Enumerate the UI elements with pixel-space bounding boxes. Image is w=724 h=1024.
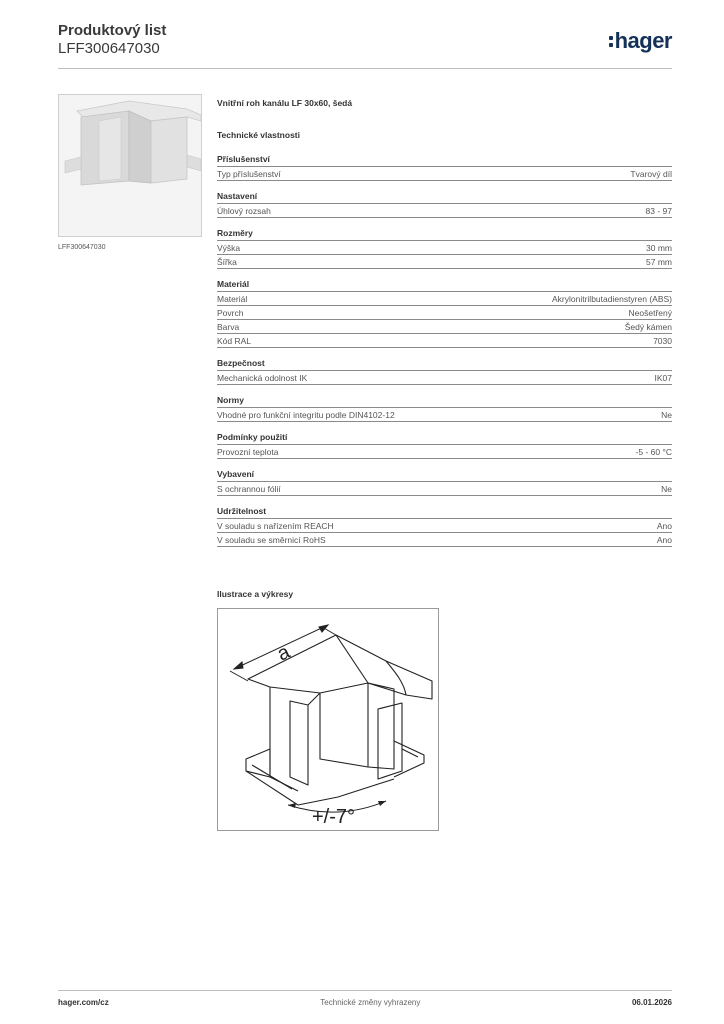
- spec-group-title: Udržitelnost: [217, 506, 672, 519]
- product-code: LFF300647030: [58, 40, 160, 57]
- footer-website-link[interactable]: hager.com/cz: [58, 998, 109, 1007]
- spec-label: Úhlový rozsah: [217, 206, 271, 216]
- product-specifications: [217, 98, 672, 547]
- spec-value: -5 - 60 °C: [635, 447, 672, 457]
- spec-value: Šedý kámen: [624, 322, 672, 332]
- spec-group-title: Příslušenství: [217, 154, 672, 167]
- spec-value: Neošetřený: [628, 308, 672, 318]
- page-footer: [58, 998, 672, 1007]
- spec-group: [217, 191, 672, 218]
- spec-row: [217, 320, 672, 334]
- spec-value: 30 mm: [646, 243, 672, 253]
- spec-group: [217, 469, 672, 496]
- spec-label: S ochrannou fólií: [217, 484, 281, 494]
- logo-text: hager: [614, 28, 672, 53]
- spec-value: 83 - 97: [645, 206, 672, 216]
- spec-group: [217, 279, 672, 348]
- spec-value: Ne: [661, 484, 672, 494]
- illustrations-heading: Ilustrace a výkresy: [217, 589, 294, 599]
- technical-drawing: [217, 608, 439, 831]
- spec-label: Typ příslušenství: [217, 169, 281, 179]
- spec-row: [217, 204, 672, 218]
- corner-product-image: [59, 95, 202, 237]
- product-thumbnail: [58, 94, 202, 237]
- spec-group: [217, 506, 672, 547]
- logo-dots-icon: [609, 36, 613, 47]
- spec-label: Barva: [217, 322, 240, 332]
- spec-group-title: Materiál: [217, 279, 672, 292]
- spec-group-title: Vybavení: [217, 469, 672, 482]
- spec-row: [217, 371, 672, 385]
- product-name: Vnitřní roh kanálu LF 30x60, šedá: [217, 98, 353, 108]
- spec-group-title: Bezpečnost: [217, 358, 672, 371]
- thumbnail-caption: LFF300647030: [58, 244, 106, 251]
- footer-note: Technické změny vyhrazeny: [320, 998, 421, 1007]
- spec-group-title: Nastavení: [217, 191, 672, 204]
- spec-label: Kód RAL: [217, 336, 252, 346]
- spec-groups: [217, 154, 672, 547]
- spec-row: [217, 445, 672, 459]
- spec-value: Ano: [656, 535, 672, 545]
- spec-value: IK07: [654, 373, 672, 383]
- spec-label: Šířka: [217, 257, 237, 267]
- spec-group: [217, 358, 672, 385]
- spec-value: Ne: [661, 410, 672, 420]
- spec-row: [217, 533, 672, 547]
- footer-date: 06.01.2026: [631, 998, 672, 1007]
- header-divider: [58, 68, 672, 69]
- spec-group: [217, 432, 672, 459]
- spec-value: Akrylonitrilbutadienstyren (ABS): [552, 294, 672, 304]
- spec-group-title: Normy: [217, 395, 672, 408]
- hager-logo: [609, 28, 672, 54]
- spec-label: Materiál: [217, 294, 248, 304]
- spec-label: V souladu se směrnicí RoHS: [217, 535, 326, 545]
- spec-value: Ano: [656, 521, 672, 531]
- spec-row: [217, 241, 672, 255]
- spec-label: Mechanická odolnost IK: [217, 373, 308, 383]
- spec-label: V souladu s nařízením REACH: [217, 521, 334, 531]
- spec-row: [217, 167, 672, 181]
- spec-group-title: Podmínky použití: [217, 432, 672, 445]
- spec-group: [217, 395, 672, 422]
- spec-label: Vhodné pro funkční integritu podle DIN4102-12: [217, 410, 395, 420]
- dimension-label: a: [273, 640, 294, 666]
- page-header: [58, 22, 672, 68]
- spec-row: [217, 408, 672, 422]
- spec-row: [217, 482, 672, 496]
- spec-row: [217, 306, 672, 320]
- spec-group: [217, 154, 672, 181]
- spec-row: [217, 334, 672, 348]
- angle-label: +/-7°: [312, 806, 356, 828]
- spec-group-title: Rozměry: [217, 228, 672, 241]
- document-title: Produktový list: [58, 22, 167, 39]
- spec-row: [217, 519, 672, 533]
- technical-properties-heading: Technické vlastnosti: [217, 130, 300, 140]
- spec-value: Tvarový díl: [630, 169, 672, 179]
- spec-value: 7030: [653, 336, 672, 346]
- spec-label: Provozní teplota: [217, 447, 279, 457]
- spec-group: [217, 228, 672, 269]
- spec-label: Výška: [217, 243, 241, 253]
- corner-dimension-drawing: [218, 609, 438, 830]
- spec-label: Povrch: [217, 308, 244, 318]
- spec-value: 57 mm: [646, 257, 672, 267]
- spec-row: [217, 255, 672, 269]
- spec-row: [217, 292, 672, 306]
- footer-divider: [58, 990, 672, 991]
